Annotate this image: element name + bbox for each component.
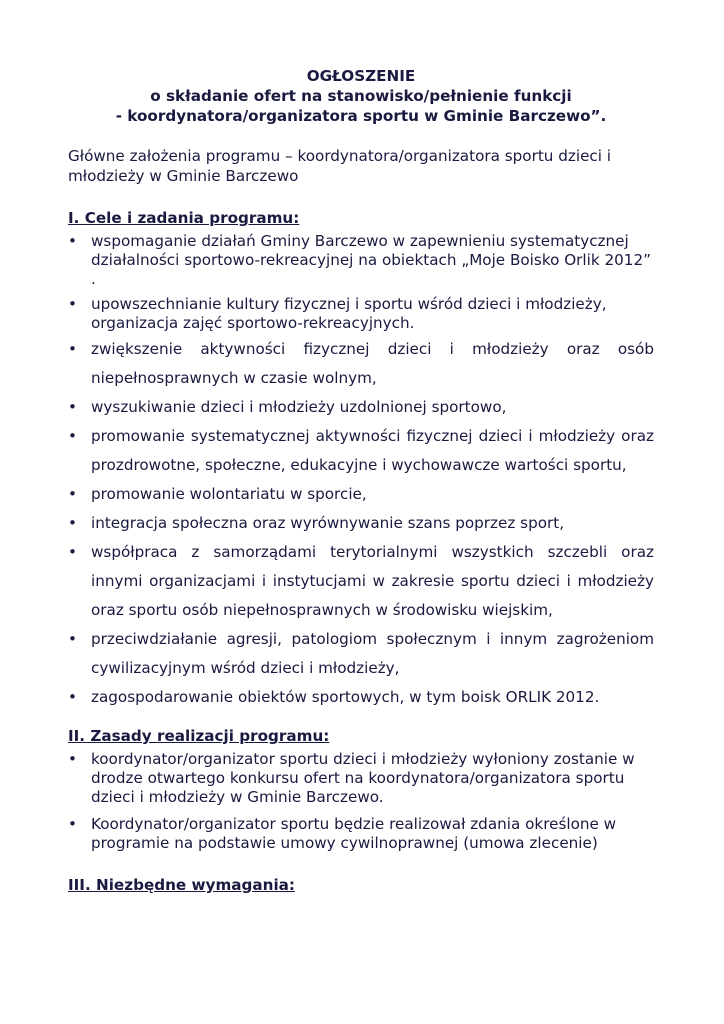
bullet-icon: •	[68, 688, 77, 706]
section-2-heading: II. Zasady realizacji programu:	[68, 727, 330, 745]
announcement-subtitle: o składanie ofert na stanowisko/pełnienie funkcji	[150, 87, 572, 105]
announcement-title: OGŁOSZENIE	[306, 67, 416, 85]
intro-paragraph: Główne założenia programu – koordynatora/organizatora sportu dzieci i młodzieży w Gminie Barczewo	[68, 147, 612, 185]
bullet-icon: •	[68, 427, 77, 445]
bullet-icon: •	[68, 514, 77, 532]
bullet-icon: •	[68, 398, 77, 416]
list-item: • promowanie systematycznej aktywności fizycznej dzieci i młodzieży oraz prozdrowotne, społeczne, edukacyjne i wychowawcze wartości sportu,	[68, 422, 654, 480]
list-item: • promowanie wolontariatu w sporcie,	[68, 480, 654, 509]
list-item: • zagospodarowanie obiektów sportowych, w tym boisk ORLIK 2012.	[68, 683, 654, 712]
section-3-heading: III. Niezbędne wymagania:	[68, 876, 295, 894]
list-item: • zwiększenie aktywności fizycznej dzieci i młodzieży oraz osób niepełnosprawnych w czasie wolnym,	[68, 335, 654, 393]
bullet-icon: •	[68, 630, 77, 648]
bullet-icon: •	[68, 815, 77, 833]
section-1-list-tight	[68, 232, 654, 333]
list-item: • przeciwdziałanie agresji, patologiom społecznym i innym zagrożeniom cywilizacyjnym wśród dzieci i młodzieży,	[68, 625, 654, 683]
list-item: • wyszukiwanie dzieci i młodzieży uzdolnionej sportowo,	[68, 393, 654, 422]
section-1-list-spaced	[68, 335, 654, 712]
section-2-list	[68, 750, 654, 853]
bullet-icon: •	[68, 232, 77, 250]
list-item: • koordynator/organizator sportu dzieci i młodzieży wyłoniony zostanie w drodze otwartego konkursu ofert na koordynatora/organizatora sportu dzieci i młodzieży w Gminie Barczewo.	[68, 750, 635, 806]
list-item: • wspomaganie działań Gminy Barczewo w zapewnieniu systematycznej działalności sportowo-rekreacyjnej na obiektach „Moje Boisko Orlik 2012” .	[68, 232, 651, 288]
announcement-position: - koordynatora/organizatora sportu w Gminie Barczewo”.	[115, 107, 607, 125]
bullet-icon: •	[68, 485, 77, 503]
bullet-icon: •	[68, 295, 77, 313]
bullet-icon: •	[68, 750, 77, 768]
section-1-heading: I. Cele i zadania programu:	[68, 209, 300, 227]
bullet-icon: •	[68, 543, 77, 561]
list-item: • Koordynator/organizator sportu będzie realizował zdania określone w programie na podstawie umowy cywilnoprawnej (umowa zlecenie)	[68, 815, 617, 852]
list-item: • współpraca z samorządami terytorialnymi wszystkich szczebli oraz innymi organizacjami i instytucjami w zakresie sportu dzieci i młodzieży oraz sportu osób niepełnosprawnych w środowisku wiejskim,	[68, 538, 654, 625]
list-item: • integracja społeczna oraz wyrównywanie szans poprzez sport,	[68, 509, 654, 538]
bullet-icon: •	[68, 340, 77, 358]
list-item: • upowszechnianie kultury fizycznej i sportu wśród dzieci i młodzieży, organizacja zajęć sportowo-rekreacyjnych.	[68, 295, 607, 332]
announcement-header	[68, 66, 654, 126]
